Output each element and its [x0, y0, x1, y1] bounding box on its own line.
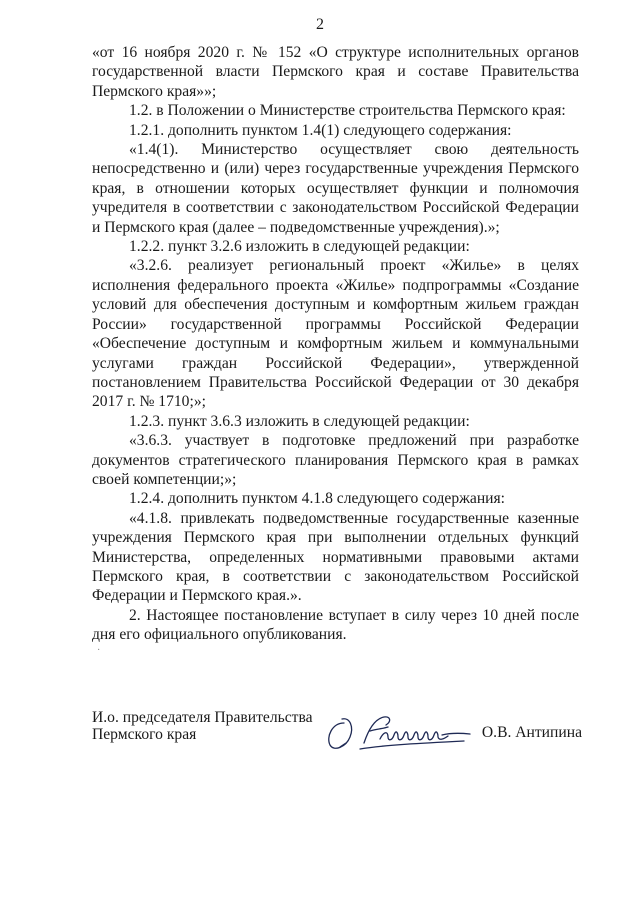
paragraph-10: «4.1.8. привлекать подведомственные государственные казенные учреждения Пермского края при выполнении отдельных функций Министерства, определенных нормативными правовыми актами Пермского края, в соответствии с законодательством Российской Федерации и Пермского края.». — [92, 509, 579, 605]
paragraph-5: 1.2.2. пункт 3.2.6 изложить в следующей редакции: — [129, 238, 470, 256]
paragraph-2: 1.2. в Положении о Министерстве строительства Пермского края: — [129, 102, 566, 120]
paragraph-4: «1.4(1). Министерство осуществляет свою деятельность непосредственно и (или) через государственные учреждения Пермского края, в отношении которых осуществляет функции и полномочия учредителя в соответствии с законодательством Российской Федерации и Пермского края (далее – подведомственные учреждения).»; — [92, 141, 579, 236]
signatory-name: О.В. Антипина — [481, 724, 582, 741]
signatory-title-line-2: Пермского края — [92, 726, 197, 743]
paragraph-1: «от 16 ноября 2020 г. № 152 «О структуре исполнительных органов государственной власти Пермского края и составе Правительства Пермского края»»; — [92, 44, 579, 100]
page-number: 2 — [316, 16, 324, 33]
document-body — [92, 43, 579, 645]
paragraph-11: 2. Настоящее постановление вступает в силу через 10 дней после дня его официального опубликования. — [92, 606, 579, 644]
paragraph-9: 1.2.4. дополнить пунктом 4.1.8 следующего содержания: — [129, 490, 506, 508]
signatory-title — [92, 709, 332, 743]
stray-mark: · — [97, 645, 101, 656]
signature-block — [92, 709, 582, 769]
paragraph-6: «3.2.6. реализует региональный проект «Жилье» в целях исполнения федерального проекта «Жилье» подпрограммы «Создание условий для обеспечения доступным и комфортным жильем граждан России» государственной программы Российской Федерации «Обеспечение доступным и комфортным жильем и коммунальными услугами граждан Российской Федерации», утвержденной постановлением Правительства Российской Федерации от 30 декабря 2017 г. № 1710;»; — [92, 257, 579, 411]
paragraph-3: 1.2.1. дополнить пунктом 1.4(1) следующего содержания: — [129, 121, 512, 139]
paragraph-8: «3.6.3. участвует в подготовке предложений при разработке документов стратегического планирования Пермского края в рамках своей компетенции;»; — [92, 432, 579, 488]
signatory-title-line-1: И.о. председателя Правительства — [92, 709, 313, 726]
handwritten-signature — [324, 709, 484, 753]
paragraph-7: 1.2.3. пункт 3.6.3 изложить в следующей редакции: — [129, 412, 470, 430]
